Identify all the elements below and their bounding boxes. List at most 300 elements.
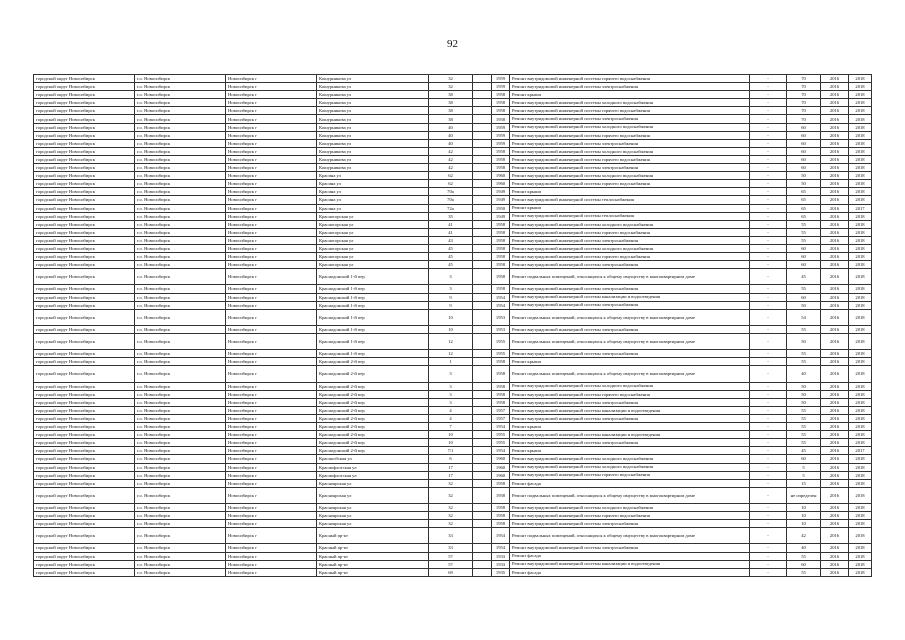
table-row <box>34 212 872 220</box>
wear-cell: 50 <box>787 390 821 398</box>
city-cell: Новосибирск г <box>226 261 317 269</box>
district-cell: г.о. Новосибирск <box>135 382 226 390</box>
municipality-cell: городской округ Новосибирск <box>34 91 135 99</box>
dash-cell: - <box>750 479 787 487</box>
work-type-cell: Ремонт подвальных помещений, относящихся к общему имуществу в многоквартирном доме <box>510 528 750 544</box>
table-row <box>34 180 872 188</box>
start-year-cell: 2016 <box>821 520 849 528</box>
wear-cell: 50 <box>787 382 821 390</box>
city-cell: Новосибирск г <box>226 253 317 261</box>
building-cell <box>473 285 492 293</box>
district-cell: г.о. Новосибирск <box>135 358 226 366</box>
work-type-cell: Ремонт внутридомовой инженерной системы холодного водоснабжения <box>510 172 750 180</box>
year-cell: 1958 <box>492 253 510 261</box>
end-year-cell: 2018 <box>849 123 872 131</box>
work-type-cell: Ремонт внутридомовой инженерной системы горячего водоснабжения <box>510 180 750 188</box>
municipality-cell: городской округ Новосибирск <box>34 164 135 172</box>
building-cell <box>473 220 492 228</box>
municipality-cell: городской округ Новосибирск <box>34 463 135 471</box>
building-cell <box>473 568 492 576</box>
municipality-cell: городской округ Новосибирск <box>34 366 135 382</box>
building-cell <box>473 406 492 414</box>
wear-cell: 70 <box>787 83 821 91</box>
city-cell: Новосибирск г <box>226 552 317 560</box>
table-row <box>34 253 872 261</box>
end-year-cell: 2018 <box>849 139 872 147</box>
year-cell: 1933 <box>492 560 510 568</box>
year-cell: 1953 <box>492 325 510 333</box>
street-cell: Краснодонский 1-й пер <box>317 301 429 309</box>
wear-cell: 40 <box>787 544 821 552</box>
year-cell: 1957 <box>492 414 510 422</box>
table-row <box>34 236 872 244</box>
end-year-cell: 2018 <box>849 423 872 431</box>
dash-cell: - <box>750 520 787 528</box>
dash-cell: - <box>750 147 787 155</box>
house-number-cell: 69 <box>429 568 473 576</box>
building-cell <box>473 91 492 99</box>
district-cell: г.о. Новосибирск <box>135 253 226 261</box>
building-cell <box>473 204 492 212</box>
work-type-cell: Ремонт крыши <box>510 423 750 431</box>
street-cell: Краснодонский 2-й пер <box>317 431 429 439</box>
city-cell: Новосибирск г <box>226 91 317 99</box>
house-number-cell: 38 <box>429 107 473 115</box>
city-cell: Новосибирск г <box>226 479 317 487</box>
house-number-cell: 62 <box>429 180 473 188</box>
dash-cell: - <box>750 285 787 293</box>
building-cell <box>473 471 492 479</box>
wear-cell: 54 <box>787 309 821 325</box>
street-cell: Кошурникова ул <box>317 164 429 172</box>
table-row <box>34 406 872 414</box>
house-number-cell: 35 <box>429 212 473 220</box>
start-year-cell: 2016 <box>821 309 849 325</box>
municipality-cell: городской округ Новосибирск <box>34 358 135 366</box>
municipality-cell: городской округ Новосибирск <box>34 447 135 455</box>
work-type-cell: Ремонт внутридомовой инженерной системы горячего водоснабжения <box>510 471 750 479</box>
house-number-cell: 32 <box>429 487 473 503</box>
table-row <box>34 83 872 91</box>
table-row <box>34 512 872 520</box>
district-cell: г.о. Новосибирск <box>135 99 226 107</box>
wear-cell: 5 <box>787 471 821 479</box>
wear-cell: 10 <box>787 512 821 520</box>
building-cell <box>473 261 492 269</box>
district-cell: г.о. Новосибирск <box>135 463 226 471</box>
start-year-cell: 2016 <box>821 390 849 398</box>
dash-cell: - <box>750 455 787 463</box>
wear-cell: 15 <box>787 479 821 487</box>
city-cell: Новосибирск г <box>226 180 317 188</box>
year-cell: 1960 <box>492 172 510 180</box>
building-cell <box>473 164 492 172</box>
dash-cell: - <box>750 325 787 333</box>
street-cell: Красноярская ул <box>317 512 429 520</box>
house-number-cell: 70а <box>429 188 473 196</box>
start-year-cell: 2016 <box>821 463 849 471</box>
district-cell: г.о. Новосибирск <box>135 196 226 204</box>
start-year-cell: 2016 <box>821 172 849 180</box>
building-cell <box>473 366 492 382</box>
end-year-cell: 2018 <box>849 293 872 301</box>
wear-cell: 70 <box>787 107 821 115</box>
work-type-cell: Ремонт подвальных помещений, относящихся к общему имуществу в многоквартирном доме <box>510 366 750 382</box>
end-year-cell: 2018 <box>849 552 872 560</box>
end-year-cell: 2018 <box>849 528 872 544</box>
district-cell: г.о. Новосибирск <box>135 91 226 99</box>
municipality-cell: городской округ Новосибирск <box>34 204 135 212</box>
start-year-cell: 2016 <box>821 212 849 220</box>
start-year-cell: 2016 <box>821 83 849 91</box>
wear-cell: 60 <box>787 131 821 139</box>
end-year-cell: 2018 <box>849 131 872 139</box>
house-number-cell: 57 <box>429 560 473 568</box>
building-cell <box>473 528 492 544</box>
district-cell: г.о. Новосибирск <box>135 568 226 576</box>
building-cell <box>473 503 492 511</box>
table-row <box>34 172 872 180</box>
work-type-cell: Ремонт внутридомовой инженерной системы электроснабжения <box>510 520 750 528</box>
house-number-cell: 42 <box>429 164 473 172</box>
building-cell <box>473 293 492 301</box>
start-year-cell: 2016 <box>821 196 849 204</box>
street-cell: Краснодонский 1-й пер <box>317 325 429 333</box>
year-cell: 1958 <box>492 244 510 252</box>
street-cell: Краснодонский 1-й пер <box>317 285 429 293</box>
district-cell: г.о. Новосибирск <box>135 188 226 196</box>
year-cell: 1958 <box>492 155 510 163</box>
building-cell <box>473 228 492 236</box>
city-cell: Новосибирск г <box>226 236 317 244</box>
city-cell: Новосибирск г <box>226 131 317 139</box>
wear-cell: 60 <box>787 261 821 269</box>
end-year-cell: 2018 <box>849 172 872 180</box>
start-year-cell: 2016 <box>821 512 849 520</box>
end-year-cell: 2017 <box>849 204 872 212</box>
street-cell: Красный пр-кт <box>317 568 429 576</box>
dash-cell: - <box>750 350 787 358</box>
street-cell: Кошурникова ул <box>317 91 429 99</box>
dash-cell: - <box>750 164 787 172</box>
building-cell <box>473 172 492 180</box>
year-cell: 1935 <box>492 568 510 576</box>
city-cell: Новосибирск г <box>226 520 317 528</box>
street-cell: Красноярская ул <box>317 520 429 528</box>
start-year-cell: 2016 <box>821 414 849 422</box>
wear-cell: 60 <box>787 123 821 131</box>
city-cell: Новосибирск г <box>226 414 317 422</box>
work-type-cell: Ремонт внутридомовой инженерной системы электроснабжения <box>510 236 750 244</box>
start-year-cell: 2016 <box>821 398 849 406</box>
year-cell: 1958 <box>492 228 510 236</box>
building-cell <box>473 115 492 123</box>
house-number-cell: 9 <box>429 293 473 301</box>
dash-cell: - <box>750 139 787 147</box>
end-year-cell: 2018 <box>849 180 872 188</box>
house-number-cell: 45 <box>429 261 473 269</box>
municipality-cell: городской округ Новосибирск <box>34 180 135 188</box>
work-type-cell: Ремонт внутридомовой инженерной системы электроснабжения <box>510 115 750 123</box>
dash-cell: - <box>750 293 787 301</box>
dash-cell: - <box>750 423 787 431</box>
city-cell: Новосибирск г <box>226 188 317 196</box>
municipality-cell: городской округ Новосибирск <box>34 155 135 163</box>
municipality-cell: городской округ Новосибирск <box>34 293 135 301</box>
district-cell: г.о. Новосибирск <box>135 406 226 414</box>
work-type-cell: Ремонт внутридомовой инженерной системы горячего водоснабжения <box>510 131 750 139</box>
city-cell: Новосибирск г <box>226 301 317 309</box>
street-cell: Красногорская ул <box>317 212 429 220</box>
end-year-cell: 2017 <box>849 447 872 455</box>
start-year-cell: 2016 <box>821 423 849 431</box>
district-cell: г.о. Новосибирск <box>135 309 226 325</box>
start-year-cell: 2016 <box>821 479 849 487</box>
wear-cell: 60 <box>787 147 821 155</box>
end-year-cell: 2018 <box>849 350 872 358</box>
house-number-cell: 38 <box>429 91 473 99</box>
street-cell: Краснодонский 2-й пер <box>317 366 429 382</box>
table-row <box>34 414 872 422</box>
table-row <box>34 115 872 123</box>
dash-cell: - <box>750 220 787 228</box>
year-cell: 1949 <box>492 188 510 196</box>
municipality-cell: городской округ Новосибирск <box>34 544 135 552</box>
city-cell: Новосибирск г <box>226 512 317 520</box>
city-cell: Новосибирск г <box>226 503 317 511</box>
house-number-cell: 7/1 <box>429 447 473 455</box>
work-type-cell: Ремонт внутридомовой инженерной системы горячего водоснабжения <box>510 390 750 398</box>
municipality-cell: городской округ Новосибирск <box>34 212 135 220</box>
dash-cell: - <box>750 431 787 439</box>
house-number-cell: 40 <box>429 131 473 139</box>
district-cell: г.о. Новосибирск <box>135 334 226 350</box>
house-number-cell: 3 <box>429 285 473 293</box>
street-cell: Краснофлотская ул <box>317 471 429 479</box>
year-cell: 1958 <box>492 390 510 398</box>
house-number-cell: 9 <box>429 301 473 309</box>
district-cell: г.о. Новосибирск <box>135 131 226 139</box>
city-cell: Новосибирск г <box>226 358 317 366</box>
year-cell: 1959 <box>492 131 510 139</box>
end-year-cell: 2018 <box>849 91 872 99</box>
dash-cell: - <box>750 503 787 511</box>
wear-cell: 45 <box>787 269 821 285</box>
street-cell: Кошурникова ул <box>317 75 429 83</box>
work-type-cell: Ремонт крыши <box>510 91 750 99</box>
table-row <box>34 334 872 350</box>
end-year-cell: 2018 <box>849 107 872 115</box>
work-type-cell: Ремонт крыши <box>510 447 750 455</box>
table-row <box>34 431 872 439</box>
start-year-cell: 2016 <box>821 471 849 479</box>
street-cell: Красина ул <box>317 204 429 212</box>
building-cell <box>473 487 492 503</box>
house-number-cell: 45 <box>429 253 473 261</box>
house-number-cell: 70а <box>429 196 473 204</box>
table-row <box>34 447 872 455</box>
district-cell: г.о. Новосибирск <box>135 180 226 188</box>
city-cell: Новосибирск г <box>226 147 317 155</box>
district-cell: г.о. Новосибирск <box>135 155 226 163</box>
table-row <box>34 358 872 366</box>
wear-cell: 55 <box>787 552 821 560</box>
municipality-cell: городской округ Новосибирск <box>34 196 135 204</box>
district-cell: г.о. Новосибирск <box>135 447 226 455</box>
end-year-cell: 2018 <box>849 236 872 244</box>
table-row <box>34 528 872 544</box>
year-cell: 1958 <box>492 512 510 520</box>
start-year-cell: 2016 <box>821 204 849 212</box>
city-cell: Новосибирск г <box>226 471 317 479</box>
end-year-cell: 2018 <box>849 366 872 382</box>
start-year-cell: 2016 <box>821 358 849 366</box>
city-cell: Новосибирск г <box>226 487 317 503</box>
table-row <box>34 544 872 552</box>
building-cell <box>473 431 492 439</box>
building-cell <box>473 325 492 333</box>
street-cell: Красногорская ул <box>317 228 429 236</box>
work-type-cell: Ремонт внутридомовой инженерной системы теплоснабжения <box>510 212 750 220</box>
work-type-cell: Ремонт подвальных помещений, относящихся к общему имуществу в многоквартирном доме <box>510 309 750 325</box>
district-cell: г.о. Новосибирск <box>135 552 226 560</box>
end-year-cell: 2018 <box>849 398 872 406</box>
dash-cell: - <box>750 390 787 398</box>
wear-cell: 65 <box>787 212 821 220</box>
year-cell: 1959 <box>492 139 510 147</box>
street-cell: Красный пр-кт <box>317 560 429 568</box>
municipality-cell: городской округ Новосибирск <box>34 285 135 293</box>
table-row <box>34 398 872 406</box>
year-cell: 1954 <box>492 301 510 309</box>
start-year-cell: 2016 <box>821 155 849 163</box>
work-type-cell: Ремонт внутридомовой инженерной системы холодного водоснабжения <box>510 147 750 155</box>
work-type-cell: Ремонт внутридомовой инженерной системы электроснабжения <box>510 325 750 333</box>
street-cell: Краснодонский 1-й пер <box>317 350 429 358</box>
city-cell: Новосибирск г <box>226 115 317 123</box>
wear-cell: не определен <box>787 487 821 503</box>
building-cell <box>473 334 492 350</box>
building-cell <box>473 309 492 325</box>
dash-cell: - <box>750 99 787 107</box>
table-row <box>34 471 872 479</box>
dash-cell: - <box>750 544 787 552</box>
start-year-cell: 2016 <box>821 487 849 503</box>
dash-cell: - <box>750 447 787 455</box>
district-cell: г.о. Новосибирск <box>135 139 226 147</box>
dash-cell: - <box>750 269 787 285</box>
table-row <box>34 244 872 252</box>
year-cell: 1958 <box>492 269 510 285</box>
table-row <box>34 293 872 301</box>
wear-cell: 60 <box>787 253 821 261</box>
city-cell: Новосибирск г <box>226 439 317 447</box>
wear-cell: 42 <box>787 528 821 544</box>
city-cell: Новосибирск г <box>226 293 317 301</box>
work-type-cell: Ремонт внутридомовой инженерной системы горячего водоснабжения <box>510 228 750 236</box>
municipality-cell: городской округ Новосибирск <box>34 471 135 479</box>
building-cell <box>473 147 492 155</box>
dash-cell: - <box>750 236 787 244</box>
end-year-cell: 2018 <box>849 75 872 83</box>
building-cell <box>473 155 492 163</box>
district-cell: г.о. Новосибирск <box>135 123 226 131</box>
work-type-cell: Ремонт крыши <box>510 358 750 366</box>
work-type-cell: Ремонт внутридомовой инженерной системы канализации и водоотведения <box>510 560 750 568</box>
wear-cell: 50 <box>787 180 821 188</box>
start-year-cell: 2016 <box>821 115 849 123</box>
end-year-cell: 2018 <box>849 560 872 568</box>
district-cell: г.о. Новосибирск <box>135 261 226 269</box>
table-row <box>34 390 872 398</box>
house-number-cell: 43 <box>429 236 473 244</box>
dash-cell: - <box>750 204 787 212</box>
table-row <box>34 520 872 528</box>
district-cell: г.о. Новосибирск <box>135 398 226 406</box>
city-cell: Новосибирск г <box>226 107 317 115</box>
dash-cell: - <box>750 261 787 269</box>
wear-cell: 50 <box>787 172 821 180</box>
dash-cell: - <box>750 471 787 479</box>
wear-cell: 70 <box>787 91 821 99</box>
street-cell: Краснодонский 2-й пер <box>317 382 429 390</box>
municipality-cell: городской округ Новосибирск <box>34 75 135 83</box>
year-cell: 1958 <box>492 285 510 293</box>
building-cell <box>473 414 492 422</box>
street-cell: Красногорская ул <box>317 244 429 252</box>
end-year-cell: 2018 <box>849 147 872 155</box>
district-cell: г.о. Новосибирск <box>135 147 226 155</box>
house-number-cell: 1 <box>429 358 473 366</box>
end-year-cell: 2018 <box>849 309 872 325</box>
start-year-cell: 2016 <box>821 301 849 309</box>
wear-cell: 45 <box>787 447 821 455</box>
table-row <box>34 99 872 107</box>
city-cell: Новосибирск г <box>226 309 317 325</box>
table-row <box>34 204 872 212</box>
wear-cell: 60 <box>787 455 821 463</box>
year-cell: 1957 <box>492 406 510 414</box>
house-number-cell: 38 <box>429 115 473 123</box>
city-cell: Новосибирск г <box>226 123 317 131</box>
building-cell <box>473 560 492 568</box>
year-cell: 1958 <box>492 382 510 390</box>
work-type-cell: Ремонт внутридомовой инженерной системы горячего водоснабжения <box>510 155 750 163</box>
house-number-cell: 12 <box>429 334 473 350</box>
municipality-cell: городской округ Новосибирск <box>34 520 135 528</box>
district-cell: г.о. Новосибирск <box>135 423 226 431</box>
work-type-cell: Ремонт внутридомовой инженерной системы электроснабжения <box>510 414 750 422</box>
city-cell: Новосибирск г <box>226 431 317 439</box>
municipality-cell: городской округ Новосибирск <box>34 512 135 520</box>
wear-cell: 55 <box>787 431 821 439</box>
building-cell <box>473 390 492 398</box>
municipality-cell: городской округ Новосибирск <box>34 487 135 503</box>
street-cell: Красина ул <box>317 196 429 204</box>
end-year-cell: 2018 <box>849 220 872 228</box>
wear-cell: 60 <box>787 164 821 172</box>
wear-cell: 65 <box>787 188 821 196</box>
work-type-cell: Ремонт внутридомовой инженерной системы холодного водоснабжения <box>510 123 750 131</box>
year-cell: 1958 <box>492 147 510 155</box>
building-cell <box>473 123 492 131</box>
work-type-cell: Ремонт внутридомовой инженерной системы электроснабжения <box>510 164 750 172</box>
house-number-cell: 42 <box>429 155 473 163</box>
house-number-cell: 32 <box>429 83 473 91</box>
start-year-cell: 2016 <box>821 293 849 301</box>
table-row <box>34 196 872 204</box>
year-cell: 1949 <box>492 196 510 204</box>
